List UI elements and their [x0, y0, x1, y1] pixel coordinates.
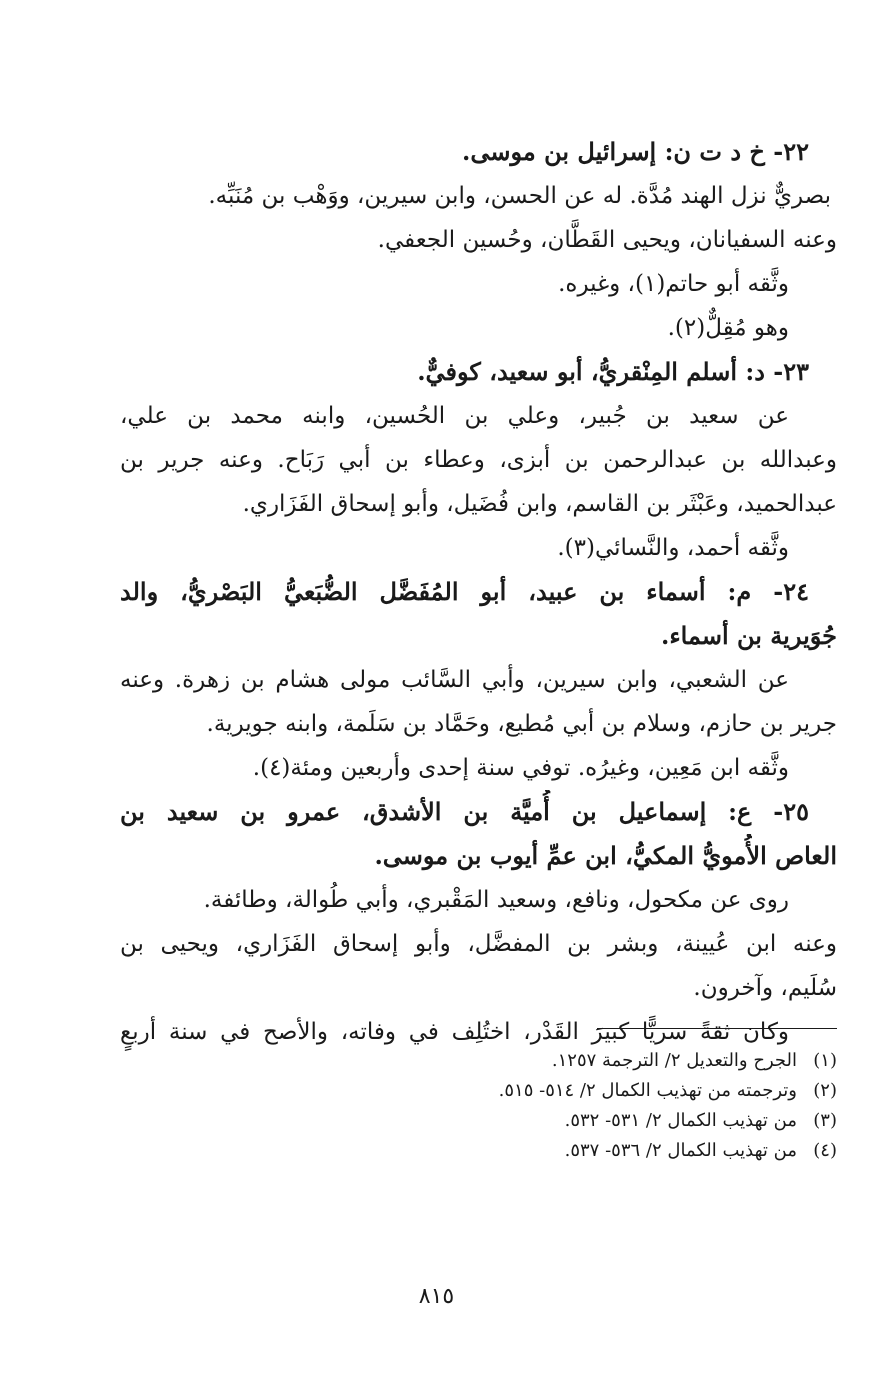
entry-heading: العاص الأُمويُّ المكيُّ، ابن عمِّ أيوب بن موسى. — [374, 841, 837, 870]
footnote — [200, 1046, 837, 1076]
entry-heading: ٢٤- م: أسماء بن عبيد، أبو المُفَضَّل الضُّبَعيُّ البَصْريُّ، والد — [120, 577, 809, 606]
text-line: روى عن مكحول، ونافع، وسعيد المَقْبري، وأبي طُوالة، وطائفة. — [203, 887, 789, 913]
text-line: وثَّقه أحمد، والنَّسائي(٣). — [557, 535, 789, 561]
footnote-text: وترجمته من تهذيب الكمال ٢/ ٥١٤- ٥١٥. — [498, 1080, 797, 1101]
text-line: وعبدالله بن عبدالرحمن بن أبزى، وعطاء بن أبي رَبَاح. وعنه جرير بن — [120, 447, 837, 473]
text-line: عبدالحميد، وعَبْثَر بن القاسم، وابن فُضَيل، وأبو إسحاق الفَزَاري. — [242, 491, 837, 517]
entry-heading: ٢٥- ع: إسماعيل بن أُميَّة بن الأشدق، عمرو بن سعيد بن — [120, 797, 809, 826]
text-line: وهو مُقِلٌّ(٢). — [667, 315, 789, 341]
entry-heading: ٢٢- خ د ت ن: إسرائيل بن موسى. — [462, 137, 809, 166]
main-text — [120, 130, 837, 1054]
text-line: سُلَيم، وآخرون. — [693, 975, 837, 1001]
text-line: وعنه السفيانان، ويحيى القَطَّان، وحُسين الجعفي. — [377, 227, 837, 253]
text-line: عن سعيد بن جُبير، وعلي بن الحُسين، وابنه محمد بن علي، — [120, 403, 789, 429]
text-line: جرير بن حازم، وسلام بن أبي مُطيع، وحَمَّاد بن سَلَمة، وابنه جويرية. — [206, 711, 837, 737]
entry-heading: ٢٣- د: أسلم المِنْقريُّ، أبو سعيد، كوفيٌّ. — [417, 357, 809, 386]
footnote — [200, 1106, 837, 1136]
text-line: بصريٌّ نزل الهند مُدَّة. له عن الحسن، وابن سيرين، ووَهْب بن مُنَبِّه. — [208, 183, 831, 209]
footnote-divider — [597, 1028, 837, 1029]
text-line: عن الشعبي، وابن سيرين، وأبي السَّائب مولى هشام بن زهرة. وعنه — [120, 667, 789, 693]
text-line: وعنه ابن عُيينة، وبشر بن المفضَّل، وأبو إسحاق الفَزَاري، ويحيى بن — [120, 931, 837, 957]
entry-heading: جُوَيرية بن أسماء. — [661, 621, 837, 650]
footnote-number: (٤) — [813, 1140, 837, 1161]
footnote-number: (٣) — [813, 1110, 837, 1131]
text-line: وثَّقه أبو حاتم(١)، وغيره. — [558, 271, 789, 297]
footnote — [200, 1076, 837, 1106]
footnote-number: (٢) — [813, 1080, 837, 1101]
text-line: وثَّقه ابن مَعِين، وغيرُه. توفي سنة إحدى وأربعين ومئة(٤). — [252, 755, 789, 781]
text-line: وكان ثقةً سريًّا كبيرَ القَدْر، اختُلِف في وفاته، والأصح في سنة أربعٍ — [120, 1019, 789, 1045]
footnote — [200, 1136, 837, 1166]
footnote-number: (١) — [813, 1050, 837, 1071]
footnotes — [200, 1046, 837, 1166]
footnote-text: من تهذيب الكمال ٢/ ٥٣١- ٥٣٢. — [564, 1110, 797, 1131]
footnote-text: الجرح والتعديل ٢/ الترجمة ١٢٥٧. — [551, 1050, 797, 1071]
page-number: ٨١٥ — [418, 1284, 455, 1309]
footnote-text: من تهذيب الكمال ٢/ ٥٣٦- ٥٣٧. — [564, 1140, 797, 1161]
